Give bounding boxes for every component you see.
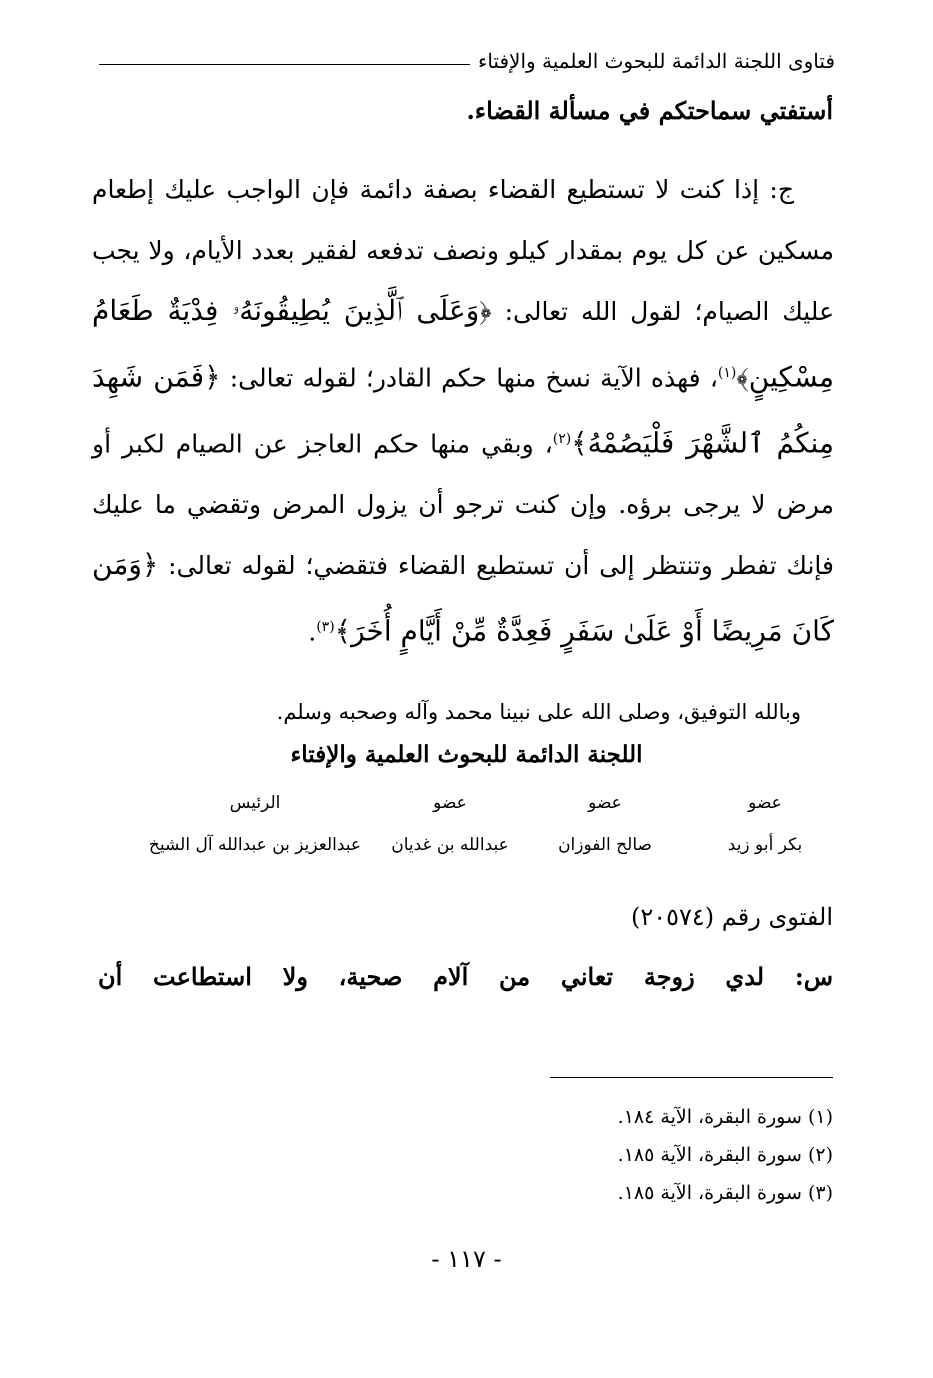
member-name: عبدالله بن غديان	[391, 835, 509, 855]
footnote-3: (٣) سورة البقرة، الآية ١٨٥.	[617, 1182, 833, 1204]
page-number: - ١١٧ -	[431, 1245, 502, 1273]
header-title: فتاوى اللجنة الدائمة للبحوث العلمية والإفتاء	[477, 49, 835, 73]
running-header	[99, 44, 835, 78]
footnote-rule	[550, 1077, 833, 1078]
member-role: الرئيس	[229, 793, 281, 813]
committee-title: اللجنة الدائمة للبحوث العلمية والإفتاء	[290, 741, 643, 768]
member-2	[540, 790, 670, 860]
answer-text-3: ، وبقي منها حكم العاجز عن الصيام لكبر أو مرض لا يرجى برؤه. وإن كنت ترجو أن يزول المرض وتقضي ما عليك فإنك تفطر وتنتظر إلى أن تستطيع القضاء فتقضي؛ لقوله تعالى:	[92, 429, 834, 581]
member-name: صالح الفوزان	[558, 835, 652, 855]
quran-verse-1: ﴿وَعَلَى ٱلَّذِينَ يُطِيقُونَهُۥ فِدْيَةٌ طَعَامُ مِسْكِينٍ﴾	[92, 294, 834, 394]
footnote-ref-1: (١)	[717, 364, 737, 381]
fatwa-number: الفتوى رقم (٢٠٥٧٤)	[630, 903, 833, 931]
member-3	[380, 790, 520, 860]
closing-line: وبالله التوفيق، وصلى الله على نبينا محمد وآله وصحبه وسلم.	[276, 700, 801, 724]
footnote-2: (٢) سورة البقرة، الآية ١٨٥.	[617, 1144, 833, 1166]
member-role: عضو	[588, 793, 622, 813]
answer-text-1: ج: إذا كنت لا تستطيع القضاء بصفة دائمة فإن الواجب عليك إطعام مسكين عن كل يوم بمقدار كيلو ونصف تدفعه لفقير بعدد الأيام، ولا يجب عليك الصيام؛ لقول الله تعالى:	[92, 175, 835, 327]
footnote-ref-3: (٣)	[316, 618, 335, 635]
member-name: عبدالعزيز بن عبدالله آل الشيخ	[148, 835, 362, 855]
footnote-ref-2: (٢)	[552, 430, 572, 447]
next-question: س: لدي زوجة تعاني من آلام صحية، ولا استطاعت أن	[98, 962, 833, 991]
footnotes	[333, 1098, 833, 1212]
member-role: عضو	[433, 793, 467, 813]
question-end: أستفتي سماحتكم في مسألة القضاء.	[466, 96, 833, 125]
answer-paragraph	[92, 160, 834, 663]
answer-body	[92, 160, 834, 663]
footnote-1: (١) سورة البقرة، الآية ١٨٤.	[617, 1106, 833, 1128]
member-name: بكر أبو زيد	[727, 835, 803, 855]
member-4	[140, 790, 370, 860]
header-rule	[99, 64, 470, 65]
member-role: عضو	[748, 793, 782, 813]
quran-verse-2: ﴿فَمَن شَهِدَ مِنكُمُ ٱلشَّهْرَ فَلْيَصُمْهُ﴾	[92, 360, 834, 460]
answer-text-4: .	[308, 617, 317, 647]
committee-members	[140, 790, 820, 870]
quran-verse-3: ﴿وَمَن كَانَ مَرِيضًا أَوْ عَلَىٰ سَفَرٍ فَعِدَّةٌ مِّنْ أَيَّامٍ أُخَرَ﴾	[92, 548, 834, 648]
member-1	[710, 790, 820, 860]
answer-text-2: ، فهذه الآية نسخ منها حكم القادر؛ لقوله تعالى:	[220, 363, 718, 393]
